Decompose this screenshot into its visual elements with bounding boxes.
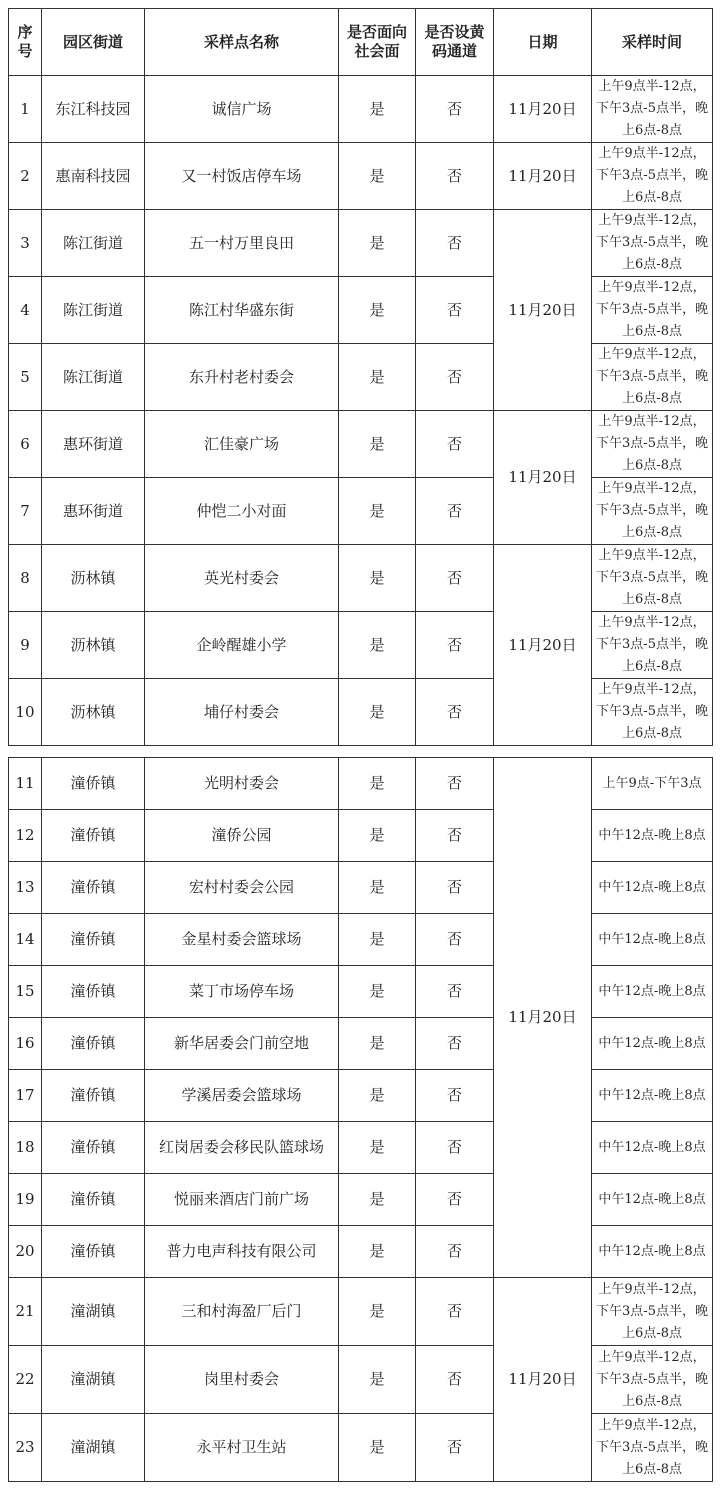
row-area: 惠环街道 — [42, 411, 145, 478]
row-no: 20 — [9, 1226, 42, 1278]
header-date: 日期 — [494, 9, 592, 76]
row-public: 是 — [339, 1226, 416, 1278]
row-public: 是 — [339, 679, 416, 746]
table-row — [9, 1018, 713, 1070]
row-time: 上午9点半-12点，下午3点-5点半，晚上6点-8点 — [592, 411, 713, 478]
row-public: 是 — [339, 210, 416, 277]
row-site: 光明村委会 — [145, 758, 339, 810]
row-yellow-code: 否 — [416, 758, 494, 810]
header-area: 园区街道 — [42, 9, 145, 76]
row-public: 是 — [339, 545, 416, 612]
row-public: 是 — [339, 1174, 416, 1226]
row-site: 红岗居委会移民队篮球场 — [145, 1122, 339, 1174]
table-row — [9, 1174, 713, 1226]
table-row — [9, 76, 713, 143]
row-site: 诚信广场 — [145, 76, 339, 143]
row-time: 上午9点半-12点，下午3点-5点半，晚上6点-8点 — [592, 612, 713, 679]
row-yellow-code: 否 — [416, 143, 494, 210]
header-no: 序号 — [9, 9, 42, 76]
table-row — [9, 277, 713, 344]
row-site: 三和村海盈厂后门 — [145, 1278, 339, 1346]
table-row — [9, 478, 713, 545]
row-public: 是 — [339, 1122, 416, 1174]
row-no: 10 — [9, 679, 42, 746]
sampling-table-part2 — [8, 757, 713, 1482]
row-site: 埔仔村委会 — [145, 679, 339, 746]
row-area: 潼侨镇 — [42, 1018, 145, 1070]
row-time: 上午9点半-12点，下午3点-5点半，晚上6点-8点 — [592, 277, 713, 344]
row-no: 11 — [9, 758, 42, 810]
row-yellow-code: 否 — [416, 1414, 494, 1482]
row-date: 11月20日 — [494, 758, 592, 1278]
table-row — [9, 1226, 713, 1278]
row-area: 潼侨镇 — [42, 810, 145, 862]
row-no: 15 — [9, 966, 42, 1018]
table-row — [9, 1346, 713, 1414]
row-yellow-code: 否 — [416, 810, 494, 862]
row-time: 中午12点-晚上8点 — [592, 1018, 713, 1070]
row-area: 沥林镇 — [42, 679, 145, 746]
row-area: 潼湖镇 — [42, 1346, 145, 1414]
row-time: 上午9点半-12点，下午3点-5点半，晚上6点-8点 — [592, 76, 713, 143]
row-site: 仲恺二小对面 — [145, 478, 339, 545]
row-no: 2 — [9, 143, 42, 210]
row-site: 陈江村华盛东街 — [145, 277, 339, 344]
row-yellow-code: 否 — [416, 966, 494, 1018]
row-no: 5 — [9, 344, 42, 411]
row-area: 潼侨镇 — [42, 862, 145, 914]
row-area: 潼侨镇 — [42, 1070, 145, 1122]
row-yellow-code: 否 — [416, 1346, 494, 1414]
row-site: 永平村卫生站 — [145, 1414, 339, 1482]
row-time: 中午12点-晚上8点 — [592, 810, 713, 862]
row-no: 23 — [9, 1414, 42, 1482]
row-public: 是 — [339, 914, 416, 966]
row-site: 东升村老村委会 — [145, 344, 339, 411]
row-no: 7 — [9, 478, 42, 545]
row-time: 上午9点半-12点，下午3点-5点半，晚上6点-8点 — [592, 679, 713, 746]
row-yellow-code: 否 — [416, 1226, 494, 1278]
row-area: 陈江街道 — [42, 210, 145, 277]
row-time: 中午12点-晚上8点 — [592, 966, 713, 1018]
row-time: 上午9点半-12点，下午3点-5点半，晚上6点-8点 — [592, 1414, 713, 1482]
row-no: 12 — [9, 810, 42, 862]
row-no: 6 — [9, 411, 42, 478]
row-area: 惠南科技园 — [42, 143, 145, 210]
row-yellow-code: 否 — [416, 1070, 494, 1122]
row-no: 16 — [9, 1018, 42, 1070]
row-yellow-code: 否 — [416, 1122, 494, 1174]
row-public: 是 — [339, 1278, 416, 1346]
row-time: 上午9点-下午3点 — [592, 758, 713, 810]
row-yellow-code: 否 — [416, 545, 494, 612]
row-yellow-code: 否 — [416, 1174, 494, 1226]
table-row — [9, 966, 713, 1018]
table-row — [9, 1278, 713, 1346]
row-no: 14 — [9, 914, 42, 966]
row-public: 是 — [339, 862, 416, 914]
row-time: 上午9点半-12点，下午3点-5点半，晚上6点-8点 — [592, 545, 713, 612]
row-time: 中午12点-晚上8点 — [592, 1174, 713, 1226]
table-row — [9, 914, 713, 966]
row-site: 学溪居委会篮球场 — [145, 1070, 339, 1122]
table-row — [9, 810, 713, 862]
table-row — [9, 411, 713, 478]
row-time: 上午9点半-12点，下午3点-5点半，晚上6点-8点 — [592, 1278, 713, 1346]
row-area: 沥林镇 — [42, 545, 145, 612]
row-site: 宏村村委会公园 — [145, 862, 339, 914]
table-row — [9, 758, 713, 810]
row-site: 岗里村委会 — [145, 1346, 339, 1414]
row-site: 新华居委会门前空地 — [145, 1018, 339, 1070]
table-row — [9, 545, 713, 612]
row-time: 中午12点-晚上8点 — [592, 1070, 713, 1122]
row-public: 是 — [339, 612, 416, 679]
table-row — [9, 612, 713, 679]
row-no: 17 — [9, 1070, 42, 1122]
table-row — [9, 1414, 713, 1482]
row-site: 潼侨公园 — [145, 810, 339, 862]
table-row — [9, 143, 713, 210]
row-area: 潼侨镇 — [42, 1174, 145, 1226]
row-time: 上午9点半-12点，下午3点-5点半，晚上6点-8点 — [592, 478, 713, 545]
row-public: 是 — [339, 758, 416, 810]
row-public: 是 — [339, 966, 416, 1018]
row-no: 3 — [9, 210, 42, 277]
row-area: 潼湖镇 — [42, 1278, 145, 1346]
row-site: 五一村万里良田 — [145, 210, 339, 277]
row-time: 上午9点半-12点，下午3点-5点半，晚上6点-8点 — [592, 1346, 713, 1414]
row-no: 4 — [9, 277, 42, 344]
row-yellow-code: 否 — [416, 344, 494, 411]
row-area: 陈江街道 — [42, 344, 145, 411]
row-area: 潼侨镇 — [42, 966, 145, 1018]
row-yellow-code: 否 — [416, 76, 494, 143]
row-yellow-code: 否 — [416, 411, 494, 478]
row-no: 19 — [9, 1174, 42, 1226]
row-time: 上午9点半-12点，下午3点-5点半，晚上6点-8点 — [592, 344, 713, 411]
row-public: 是 — [339, 1018, 416, 1070]
row-no: 9 — [9, 612, 42, 679]
table-row — [9, 344, 713, 411]
row-yellow-code: 否 — [416, 1278, 494, 1346]
row-site: 菜丁市场停车场 — [145, 966, 339, 1018]
row-time: 中午12点-晚上8点 — [592, 914, 713, 966]
row-yellow-code: 否 — [416, 679, 494, 746]
row-time: 上午9点半-12点，下午3点-5点半，晚上6点-8点 — [592, 210, 713, 277]
row-date: 11月20日 — [494, 143, 592, 210]
row-public: 是 — [339, 810, 416, 862]
table-row — [9, 210, 713, 277]
row-date: 11月20日 — [494, 210, 592, 411]
row-date: 11月20日 — [494, 411, 592, 545]
row-no: 1 — [9, 76, 42, 143]
row-area: 潼侨镇 — [42, 1122, 145, 1174]
row-area: 惠环街道 — [42, 478, 145, 545]
row-yellow-code: 否 — [416, 478, 494, 545]
table-row — [9, 679, 713, 746]
row-public: 是 — [339, 1414, 416, 1482]
row-date: 11月20日 — [494, 76, 592, 143]
row-no: 21 — [9, 1278, 42, 1346]
row-site: 普力电声科技有限公司 — [145, 1226, 339, 1278]
row-area: 潼湖镇 — [42, 1414, 145, 1482]
header-yellow-code: 是否设黄码通道 — [416, 9, 494, 76]
row-date: 11月20日 — [494, 1278, 592, 1482]
header-time: 采样时间 — [592, 9, 713, 76]
row-area: 潼侨镇 — [42, 758, 145, 810]
table-row — [9, 1122, 713, 1174]
row-no: 22 — [9, 1346, 42, 1414]
row-public: 是 — [339, 76, 416, 143]
row-site: 悦丽来酒店门前广场 — [145, 1174, 339, 1226]
row-time: 中午12点-晚上8点 — [592, 862, 713, 914]
row-no: 13 — [9, 862, 42, 914]
row-site: 又一村饭店停车场 — [145, 143, 339, 210]
row-area: 潼侨镇 — [42, 914, 145, 966]
row-area: 沥林镇 — [42, 612, 145, 679]
row-yellow-code: 否 — [416, 277, 494, 344]
row-time: 中午12点-晚上8点 — [592, 1122, 713, 1174]
table-row — [9, 1070, 713, 1122]
row-yellow-code: 否 — [416, 914, 494, 966]
row-site: 英光村委会 — [145, 545, 339, 612]
row-no: 18 — [9, 1122, 42, 1174]
row-site: 金星村委会篮球场 — [145, 914, 339, 966]
header-site: 采样点名称 — [145, 9, 339, 76]
row-public: 是 — [339, 411, 416, 478]
row-site: 企岭醒雄小学 — [145, 612, 339, 679]
row-public: 是 — [339, 478, 416, 545]
row-public: 是 — [339, 143, 416, 210]
row-date: 11月20日 — [494, 545, 592, 746]
row-public: 是 — [339, 277, 416, 344]
row-no: 8 — [9, 545, 42, 612]
row-area: 东江科技园 — [42, 76, 145, 143]
row-public: 是 — [339, 1346, 416, 1414]
row-time: 中午12点-晚上8点 — [592, 1226, 713, 1278]
row-site: 汇佳豪广场 — [145, 411, 339, 478]
table-row — [9, 862, 713, 914]
row-yellow-code: 否 — [416, 862, 494, 914]
row-area: 潼侨镇 — [42, 1226, 145, 1278]
row-yellow-code: 否 — [416, 210, 494, 277]
header-public: 是否面向社会面 — [339, 9, 416, 76]
row-area: 陈江街道 — [42, 277, 145, 344]
row-yellow-code: 否 — [416, 1018, 494, 1070]
sampling-table-part1 — [8, 8, 713, 746]
row-public: 是 — [339, 1070, 416, 1122]
row-time: 上午9点半-12点，下午3点-5点半，晚上6点-8点 — [592, 143, 713, 210]
row-public: 是 — [339, 344, 416, 411]
row-yellow-code: 否 — [416, 612, 494, 679]
